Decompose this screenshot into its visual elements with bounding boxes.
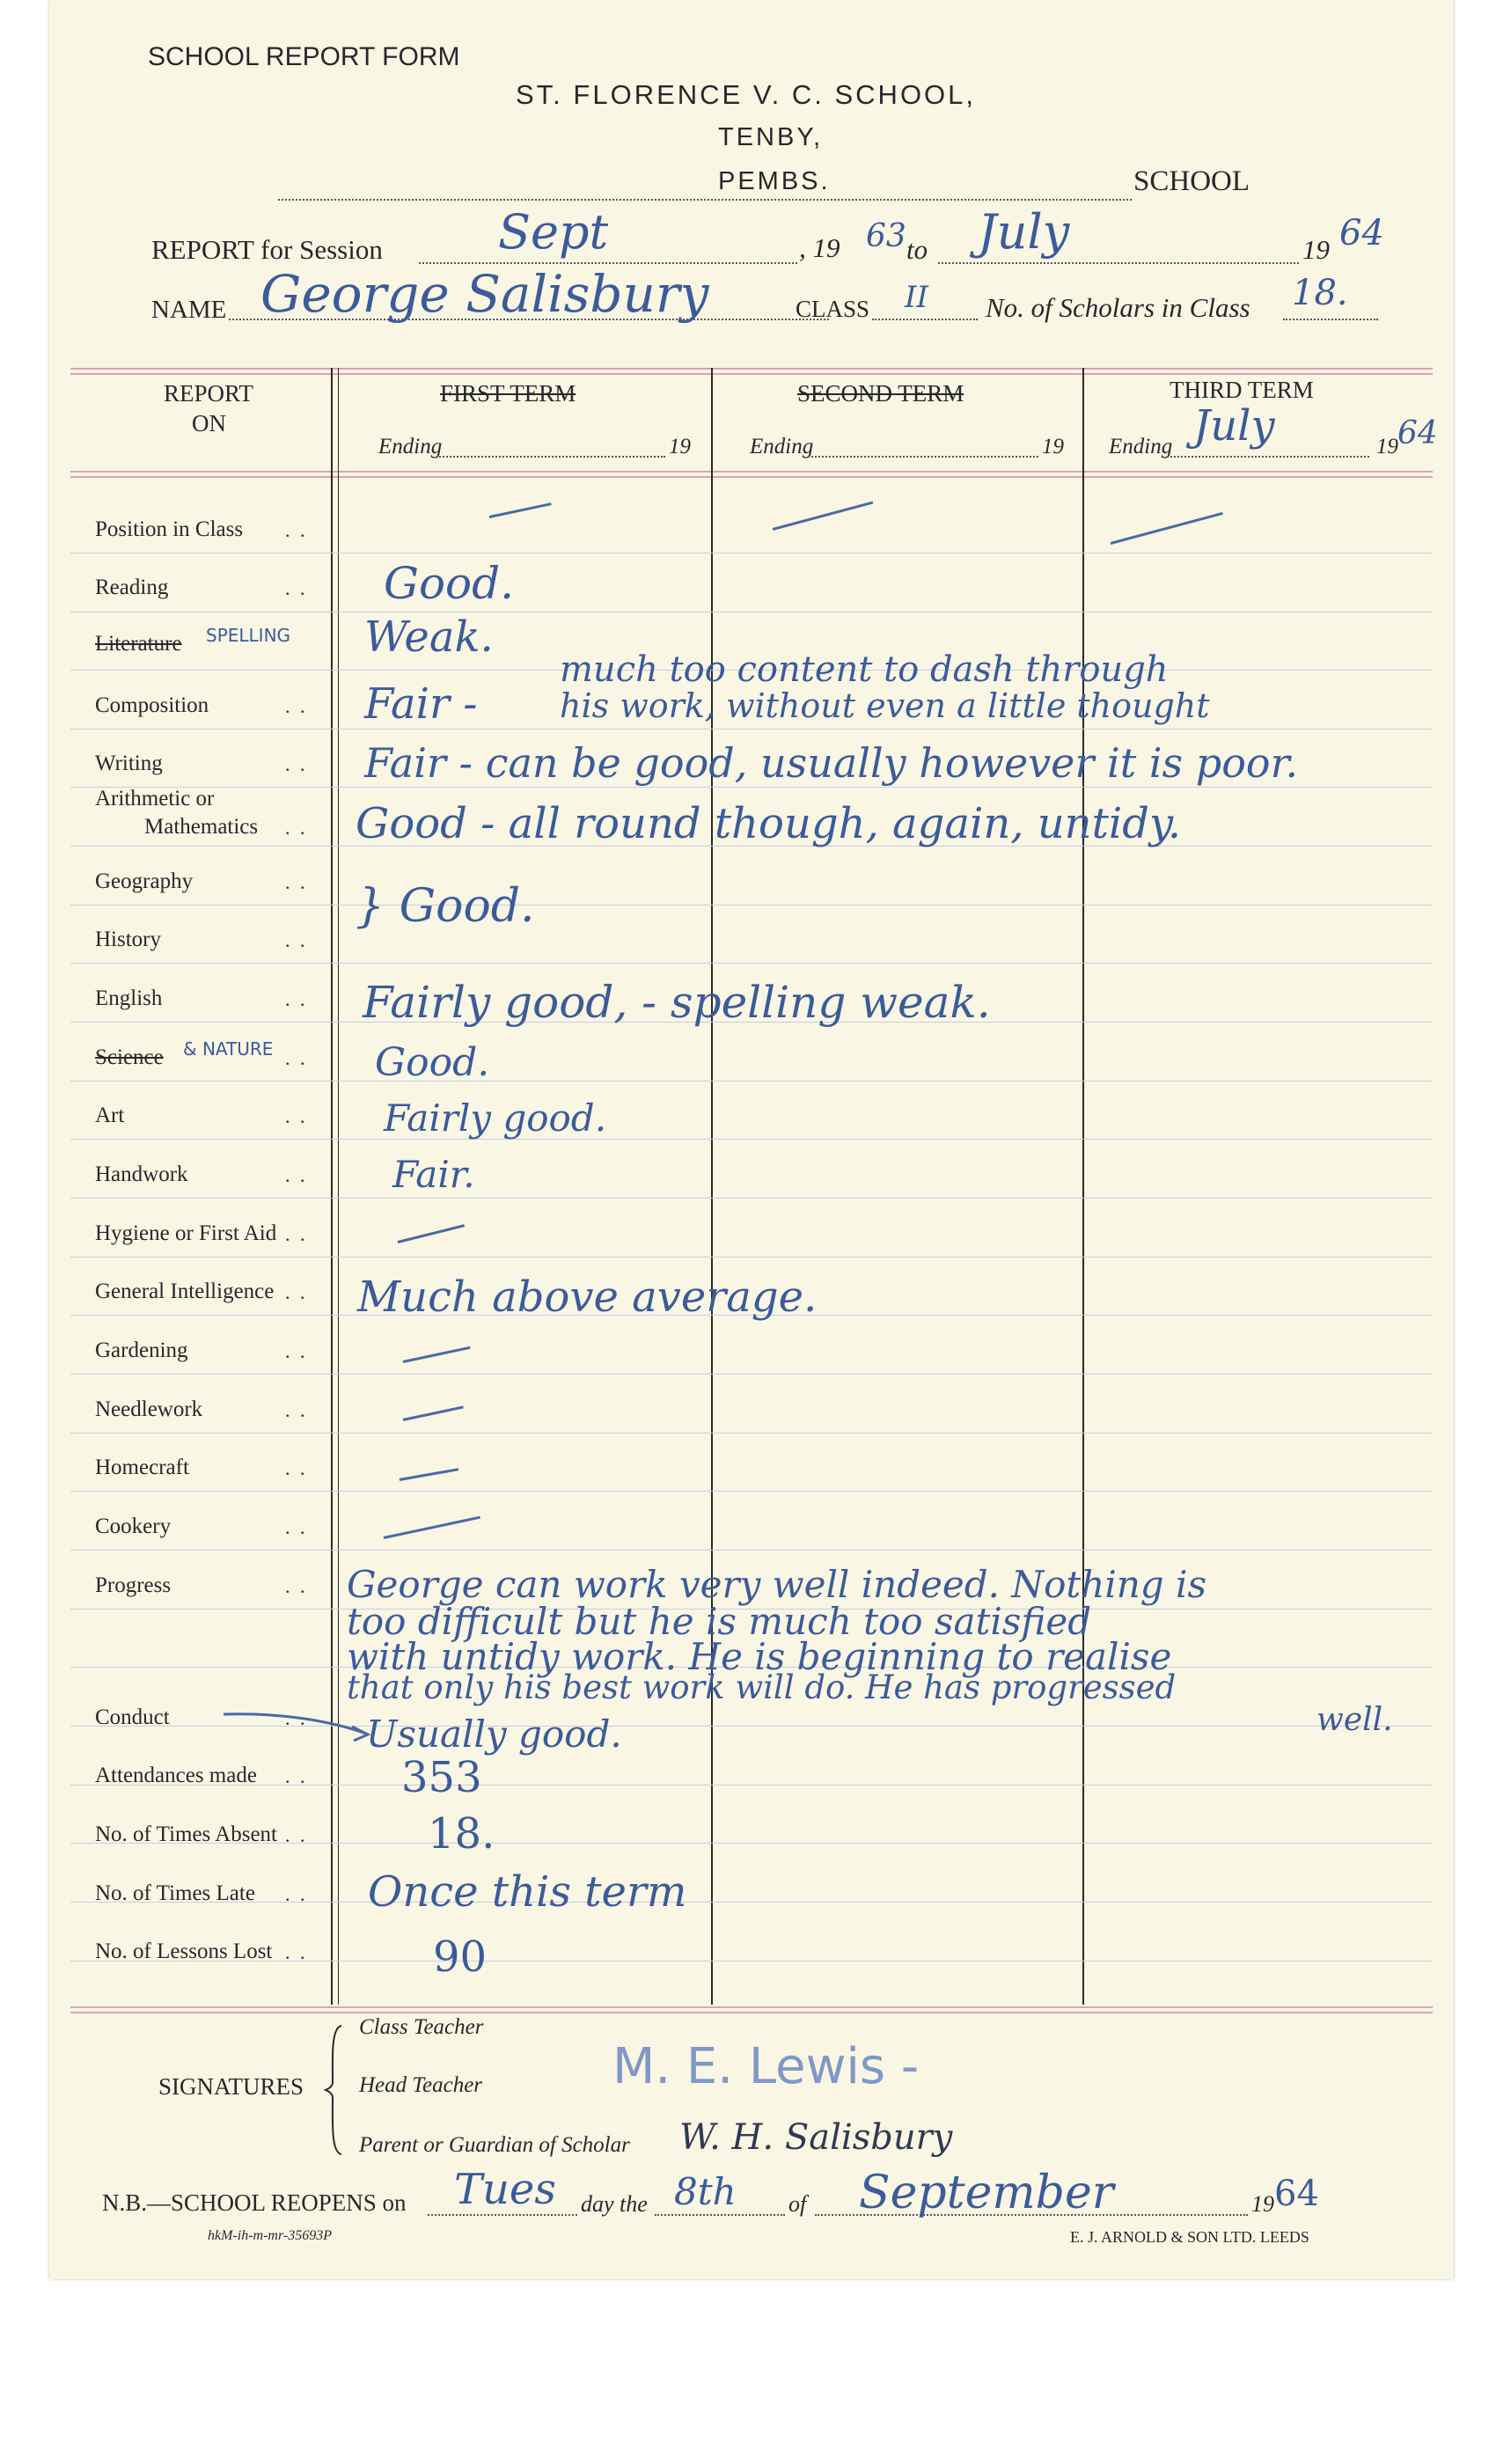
label-leader-dots: . . [285,1707,308,1729]
value-intelligence: Much above average. [357,1272,818,1322]
table-header-bottom-rule [70,471,1433,473]
ruled-line [70,905,1433,906]
label-leader-dots: . . [285,1105,308,1127]
ruled-line [70,553,1433,554]
second-ending-label: Ending [750,435,814,458]
ruled-line [70,963,1433,964]
school-town: TENBY, [718,123,824,151]
value-literature: Weak. [364,612,494,662]
label-leader-dots: . . [285,929,308,951]
label-leader-dots: . . [285,1164,308,1186]
session-to-label: to [906,234,928,265]
value-composition: Fair - [364,679,478,729]
value-english: Fairly good, - spelling weak. [363,977,991,1028]
row-label-handwork: Handwork [95,1162,188,1186]
value-art: Fairly good. [384,1096,607,1140]
label-leader-dots: . . [285,1047,308,1069]
class-label: CLASS [796,296,870,322]
value-progress-4: that only his best work will do. He has progressed [347,1668,1177,1706]
column-divider-3 [1082,368,1084,2005]
row-label-conduct: Conduct [95,1705,170,1729]
row-label-reading: Reading [95,576,169,599]
value-composition-top: much too content to dash through [560,649,1169,690]
reopen-year-prefix: 19 [1251,2191,1274,2217]
signatures-brace-icon [324,2024,347,2156]
third-ending-line [1167,456,1369,458]
first-ending-year: 19 [669,435,691,458]
row-label-history: History [95,928,161,951]
label-leader-dots: . . [285,1765,308,1787]
value-geography-history: } Good. [356,880,535,933]
reopen-year: 64 [1274,2174,1319,2214]
reopen-of-label: of [788,2191,807,2217]
ruled-line [70,787,1433,788]
value-conduct: Usually good. [366,1712,622,1756]
first-term-heading: FIRST TERM [440,380,576,407]
value-attendances: 353 [401,1753,482,1802]
head-teacher-signature: M. E. Lewis - [612,2038,920,2095]
report-on-label: REPORT [164,380,253,407]
value-science: Good. [375,1040,490,1085]
ruled-line [70,1961,1433,1962]
table-top-rule-2 [70,373,1433,375]
label-leader-dots: . . [285,519,308,541]
ruled-line [70,1902,1433,1903]
third-ending-month: July [1193,401,1275,451]
row-label-lessons-lost: No. of Lessons Lost [95,1940,273,1963]
row-label-english: English [95,986,163,1010]
reopens-label: N.B.—SCHOOL REOPENS on [102,2189,407,2216]
ruled-line [70,729,1433,730]
dash-mark [400,1468,458,1481]
label-leader-dots: . . [285,577,308,599]
first-ending-label: Ending [378,435,443,458]
value-progress-3: with untidy work. He is beginning to realise [347,1635,1172,1678]
report-on-label-2: ON [192,410,226,436]
signatures-label: SIGNATURES [158,2073,304,2100]
session-to: July [978,204,1070,260]
name-label: NAME [151,296,227,324]
row-annotation-spelling: SPELLING [206,625,291,646]
class-teacher-label: Class Teacher [359,2015,484,2039]
reopen-day-label: day the [581,2191,648,2217]
label-leader-dots: . . [285,817,308,839]
school-suffix: SCHOOL [1133,165,1250,197]
row-label-art: Art [95,1104,125,1127]
ruled-line [70,1374,1433,1375]
row-label-progress: Progress [95,1573,172,1597]
value-lessons-lost: 90 [433,1932,488,1982]
row-annotation-nature: & NATURE [183,1038,274,1060]
dash-mark [489,502,552,518]
label-leader-dots: . . [285,1516,308,1538]
second-ending-year: 19 [1042,435,1064,458]
column-divider-1 [331,368,333,2005]
reopen-day: Tues [454,2165,556,2214]
form-title: SCHOOL REPORT FORM [148,42,460,71]
ruled-line [70,1257,1433,1258]
second-term-heading: SECOND TERM [797,380,964,407]
label-leader-dots: . . [285,1399,308,1421]
label-leader-dots: . . [285,1941,308,1963]
value-composition-bottom: his work, without even a little thought [560,686,1210,725]
head-teacher-label: Head Teacher [359,2073,483,2097]
value-arithmetic: Good - all round though, again, untidy. [356,799,1181,848]
row-label-needlework: Needlework [95,1397,203,1421]
reopen-month: September [859,2167,1114,2219]
ruled-line [70,1785,1433,1786]
row-label-gardening: Gardening [95,1338,188,1362]
value-progress-1: George can work very well indeed. Nothing is [347,1563,1207,1606]
label-leader-dots: . . [285,1340,308,1362]
label-leader-dots: . . [285,695,308,717]
publisher: E. J. ARNOLD & SON LTD. LEEDS [1070,2228,1309,2246]
row-label-homecraft: Homecraft [95,1456,189,1479]
school-county: PEMBS. [718,167,831,195]
third-ending-label: Ending [1109,435,1173,458]
label-leader-dots: . . [285,871,308,893]
label-leader-dots: . . [285,1575,308,1597]
table-header-bottom-rule-2 [70,476,1433,478]
table-top-rule [70,368,1433,370]
row-label-cookery: Cookery [95,1514,172,1538]
school-name: ST. FLORENCE V. C. SCHOOL, [516,79,977,110]
table-bottom-rule-2 [70,2012,1433,2013]
value-reading: Good. [384,558,515,609]
dash-mark [1111,512,1223,545]
value-late: Once this term [368,1867,687,1917]
parent-label: Parent or Guardian of Scholar [359,2133,630,2157]
ruled-line [70,1491,1433,1492]
value-progress-2: too difficult but he is much too satisfied [347,1600,1092,1643]
session-label: REPORT for Session [151,234,383,265]
row-label-arithmetic: Arithmetic or [95,787,215,810]
label-leader-dots: . . [285,1281,308,1303]
session-from: Sept [498,204,609,260]
value-absent: 18. [428,1809,495,1859]
dash-mark [398,1224,465,1243]
column-divider-2 [711,368,713,2005]
dash-mark [403,1346,471,1363]
session-to-year-prefix: 19 [1302,234,1330,265]
student-class: II [905,280,928,315]
report-form-paper [49,0,1454,2279]
row-label-attendances: Attendances made [95,1764,257,1787]
session-year-prefix: , 19 [799,232,840,263]
row-label-hygiene: Hygiene or First Aid [95,1221,277,1245]
reopen-date: 8th [674,2170,737,2213]
column-divider-1b [338,368,339,2005]
value-progress-5: well. [1316,1702,1393,1738]
row-label-writing: Writing [95,752,163,775]
third-ending-year: 64 [1397,415,1438,451]
session-from-year: 63 [866,218,906,254]
row-label-science: Science [95,1045,164,1069]
session-to-year: 64 [1339,213,1384,253]
label-leader-dots: . . [285,988,308,1010]
row-label-composition: Composition [95,693,209,717]
label-leader-dots: . . [285,753,308,775]
dash-mark [384,1516,480,1539]
row-label-absent: No. of Times Absent [95,1822,277,1846]
parent-signature: W. H. Salisbury [679,2117,953,2158]
table-bottom-rule [70,2006,1433,2008]
form-code: hkM-ih-m-mr-35693P [208,2228,332,2243]
scholars-count: 18. [1292,273,1348,313]
row-label-intelligence: General Intelligence [95,1280,275,1303]
dash-mark [403,1405,464,1420]
reopen-day-line [428,2214,577,2216]
scholars-label: No. of Scholars in Class [986,292,1250,323]
label-leader-dots: . . [285,1223,308,1245]
third-ending-year-prefix: 19 [1376,435,1398,458]
row-label-position: Position in Class [95,517,244,541]
session-to-line [938,262,1299,264]
value-writing: Fair - can be good, usually however it is poor. [364,739,1299,787]
school-name-line [278,199,1132,201]
label-leader-dots: . . [285,1883,308,1905]
row-label-geography: Geography [95,869,194,893]
ruled-line [70,1081,1433,1082]
ruled-line [70,1198,1433,1199]
ruled-line [70,1139,1433,1140]
student-name: George Salisbury [260,264,709,324]
third-term-heading: THIRD TERM [1170,377,1314,403]
label-leader-dots: . . [285,1824,308,1846]
second-ending-line [808,456,1038,458]
first-ending-line [436,456,665,458]
ruled-line [70,1433,1433,1434]
value-handwork: Fair. [392,1153,475,1196]
reopen-date-line [655,2214,785,2216]
row-label-literature: Literature [95,632,182,656]
scholars-line [1283,319,1378,320]
label-leader-dots: . . [285,1457,308,1479]
class-line [872,319,978,320]
ruled-line [70,1550,1433,1551]
dash-mark [773,502,874,531]
row-label-mathematics: Mathematics [144,815,259,839]
row-label-late: No. of Times Late [95,1881,255,1905]
